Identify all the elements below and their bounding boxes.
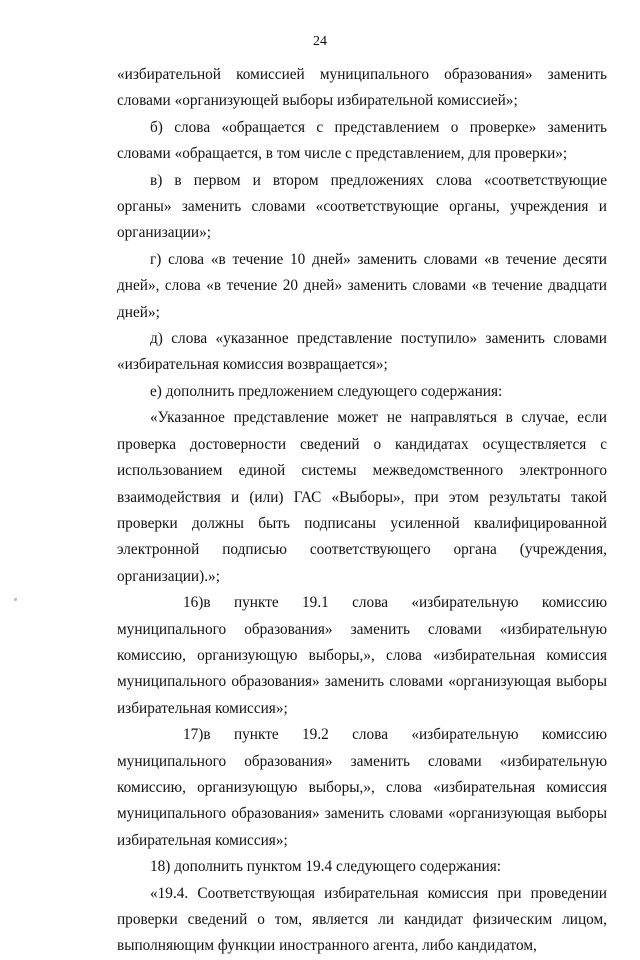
paragraph-text: г) слова «в течение 10 дней» заменить словами «в течение десяти дней», слова «в течение 20 дней» заменить словами «в течение двадцати дней»; <box>117 250 607 321</box>
paragraph-text: «избирательной комиссией муниципального образования» заменить словами «организующей выборы избирательной комиссией»; <box>117 66 607 110</box>
paragraph-item-17 <box>117 722 607 854</box>
paragraph-text: е) дополнить предложением следующего содержания: <box>150 382 503 400</box>
paragraph-text: в) в первом и втором предложениях слова «соответствующие органы» заменить словами «соответствующие органы, учреждения и организации»; <box>117 171 607 242</box>
page-number: 24 <box>313 34 327 49</box>
paragraph-text: «19.4. Соответствующая избирательная комиссия при проведении проверки сведений о том, является ли кандидат физическим лицом, выполняющим функции иностранного агента, либо кандидатом, <box>117 884 607 955</box>
paragraph-quoted-addition <box>117 405 607 590</box>
paragraph-text: в пункте 19.2 слова «избирательную комиссию муниципального образования» заменить словами «избирательную комиссию, организующую выборы,», слова «избирательная комиссия муниципального образования» заменить словами «организующая выборы избирательная комиссия»; <box>117 726 607 849</box>
paragraph-v <box>117 168 607 247</box>
paragraph-clause-19-4 <box>117 881 607 960</box>
scan-margin-mark <box>14 598 17 601</box>
item-number: 16) <box>183 594 204 612</box>
document-body <box>117 62 607 960</box>
paragraph-text: в пункте 19.1 слова «избирательную комиссию муниципального образования» заменить словами «избирательную комиссию, организующую выборы,», слова «избирательная комиссия муниципального образования» заменить словами «организующая выборы избирательная комиссия»; <box>117 594 607 717</box>
paragraph-g <box>117 247 607 326</box>
paragraph-item-18 <box>117 854 607 880</box>
paragraph-text: 18) дополнить пунктом 19.4 следующего содержания: <box>150 858 501 876</box>
paragraph-text: «Указанное представление может не направляться в случае, если проверка достоверности сведений о кандидатах осуществляется с использованием единой системы межведомственного электронного взаимодействия и (или) ГАС «Выборы», при этом результаты такой проверки должны быть подписаны усиленной квалифицированной электронной подписью соответствующего органа (учреждения, организации).»; <box>117 409 607 585</box>
paragraph-item-16 <box>117 590 607 722</box>
paragraph-e <box>117 379 607 405</box>
paragraph-text: б) слова «обращается с представлением о проверке» заменить словами «обращается, в том числе с представлением, для проверки»; <box>117 118 607 163</box>
paragraph-continuation <box>117 62 607 115</box>
paragraph-d <box>117 326 607 379</box>
paragraph-text: д) слова «указанное представление поступило» заменить словами «избирательная комиссия возвращается»; <box>117 330 607 374</box>
item-number: 17) <box>183 726 204 744</box>
paragraph-b <box>117 115 607 168</box>
